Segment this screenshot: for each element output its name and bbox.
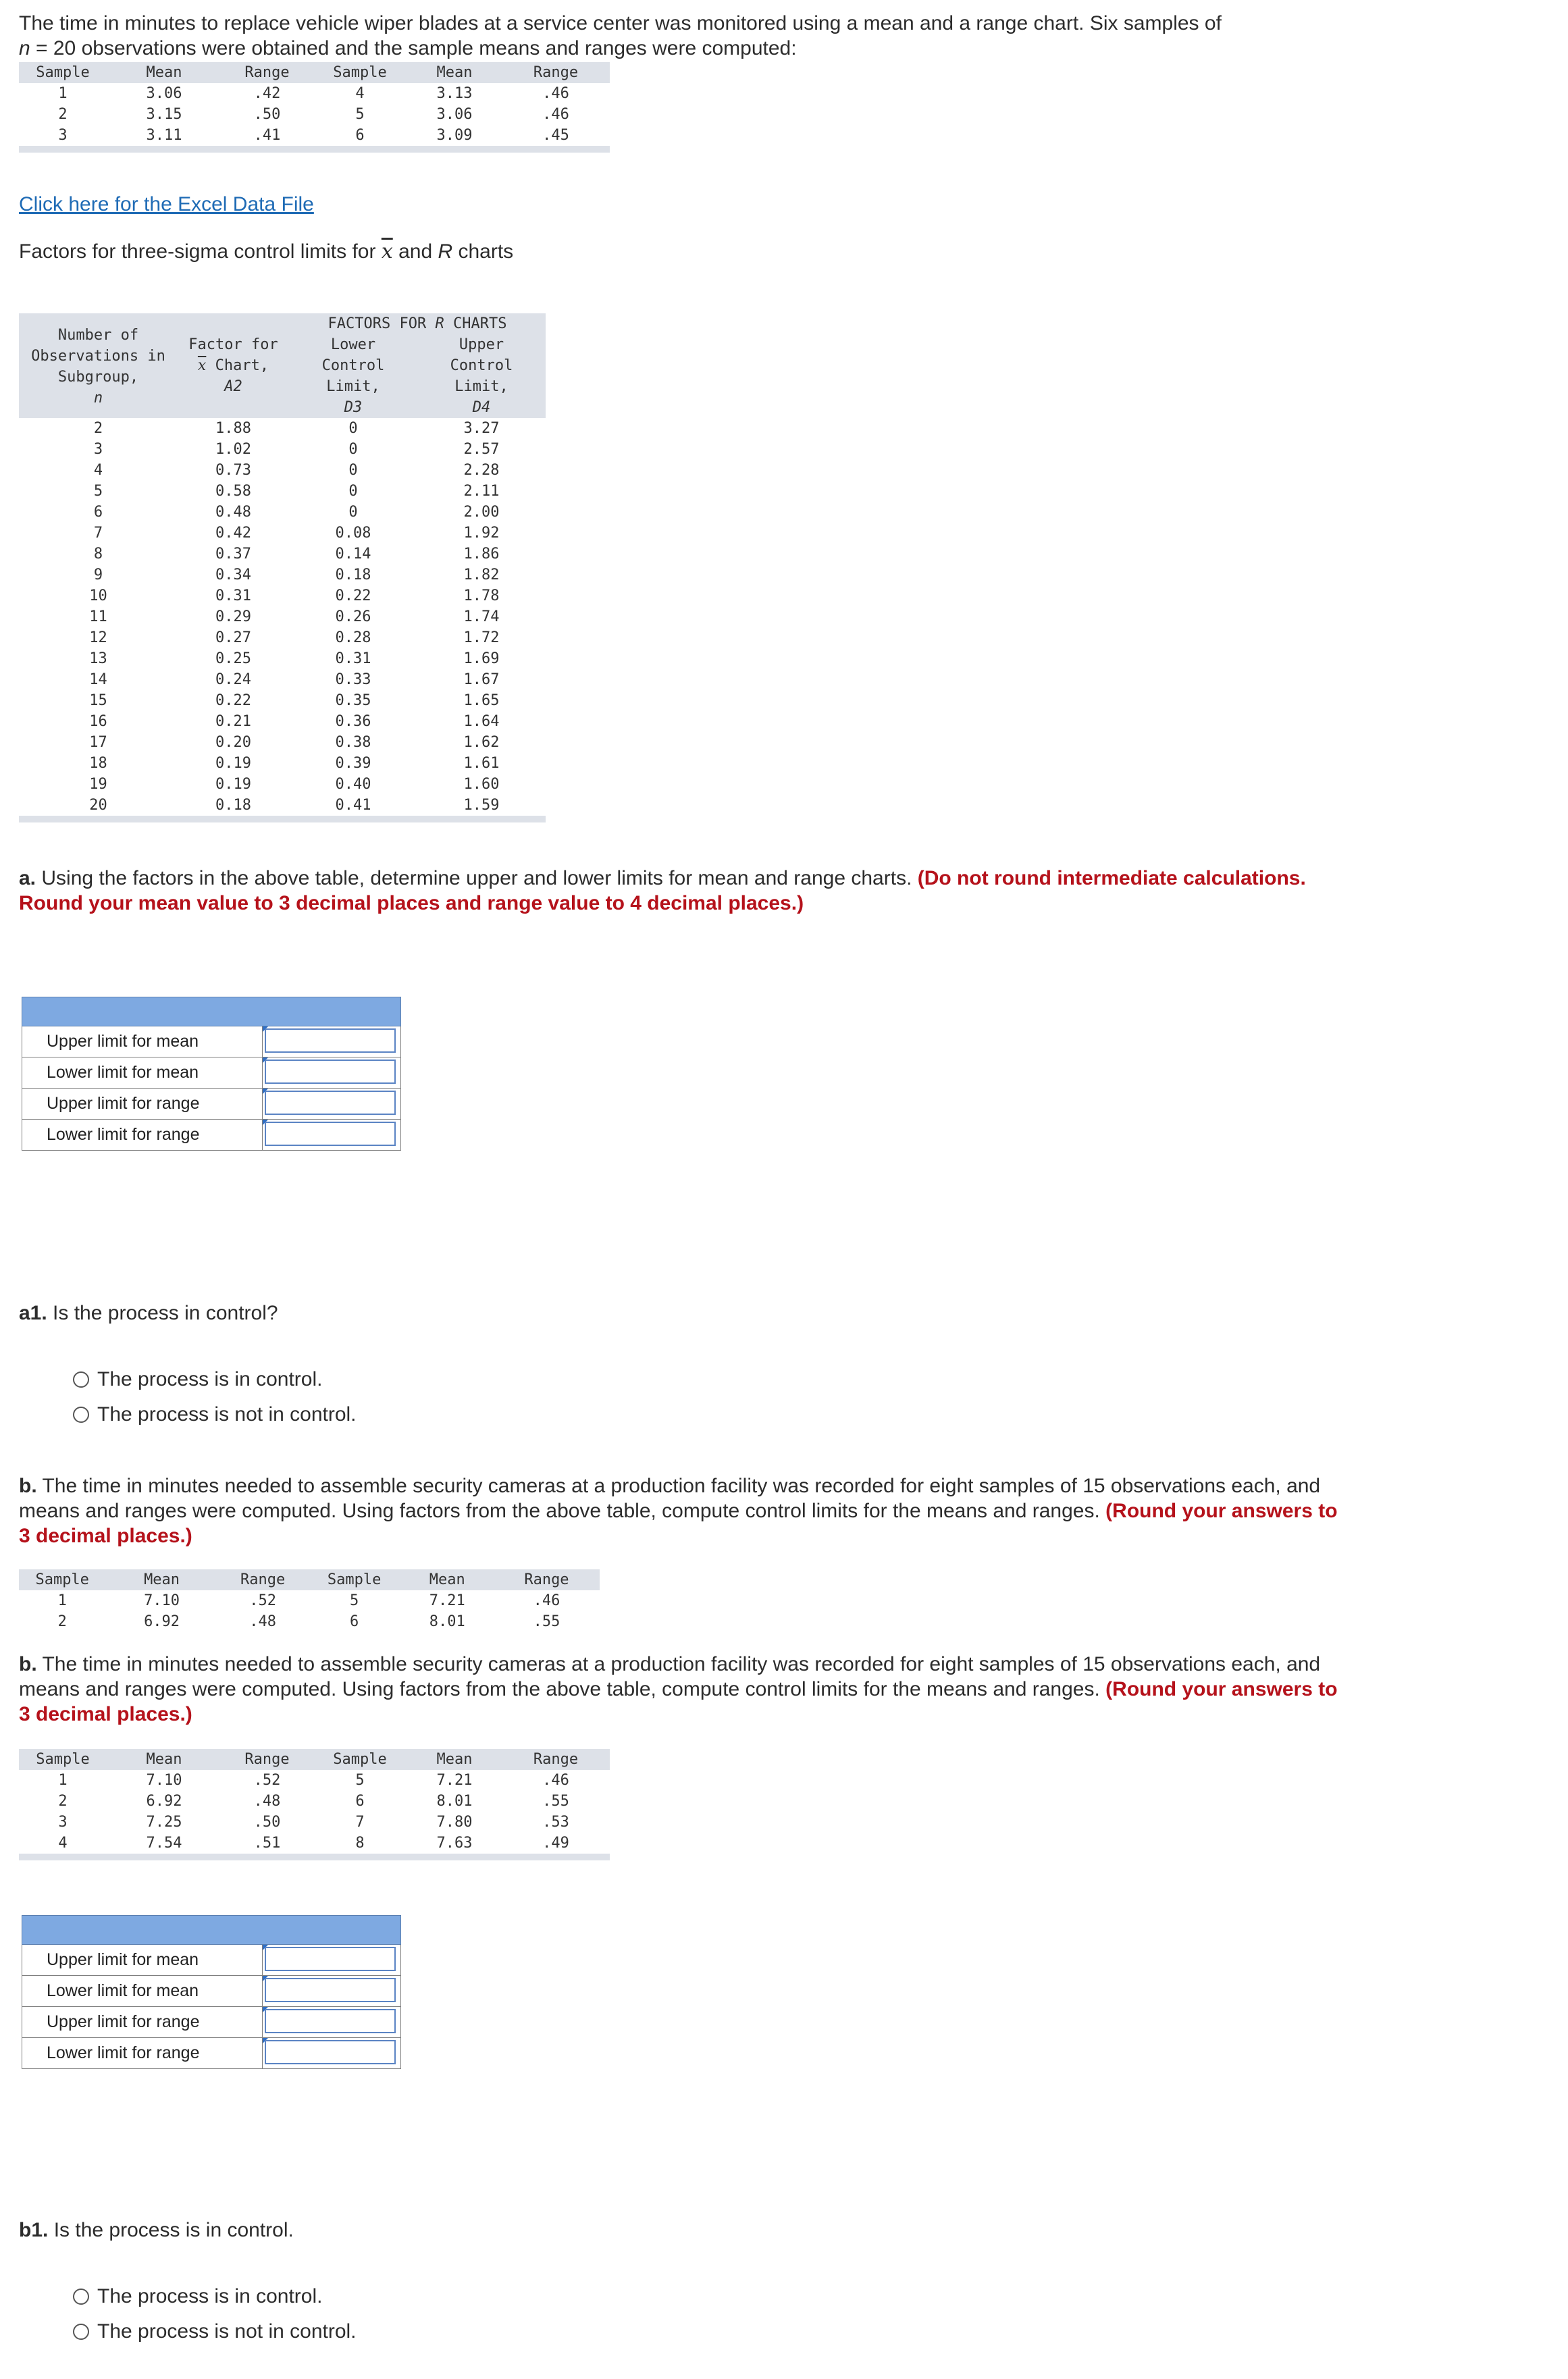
cell: 1	[58, 85, 68, 102]
part-a-text: Using the factors in the above table, determine upper and lower limits for mean and range charts.	[36, 867, 918, 889]
cell: 15	[89, 692, 107, 709]
answer-table-a	[22, 997, 401, 1151]
answer-row-lower-range	[22, 2038, 401, 2069]
part-b-text: The time in minutes needed to assemble security cameras at a production facility was recorded for eight samples of 15 observations each, and means and ranges were computed. Using factors from the above table, compute control limits for the means and ranges.	[19, 1475, 1321, 1522]
col-header: Sample	[19, 62, 107, 83]
table-row	[19, 125, 610, 146]
cell: 1.60	[463, 776, 500, 793]
table-row	[19, 565, 546, 585]
col-header-d3	[289, 334, 417, 418]
col-header: Sample	[19, 1569, 105, 1590]
cell: .45	[542, 127, 569, 144]
cell: 13	[89, 650, 107, 667]
cell: 0	[348, 462, 358, 479]
header-line: Control	[450, 357, 513, 374]
cell: .52	[253, 1772, 281, 1789]
cell: 1.02	[215, 441, 251, 458]
col-header-n	[19, 313, 178, 418]
col-header: Range	[221, 1749, 313, 1770]
a-upper-limit-mean-input[interactable]	[265, 1028, 396, 1053]
table-row	[19, 753, 546, 774]
option-label: The process is in control.	[97, 1368, 323, 1390]
table-row	[19, 648, 546, 669]
cell: 12	[89, 629, 107, 646]
part-b-instruction: (Round your answers to 3 decimal places.)	[19, 1678, 1338, 1725]
cell: .55	[533, 1613, 560, 1630]
col-header: Range	[221, 62, 313, 83]
col-header: Range	[502, 62, 610, 83]
part-a-question	[19, 866, 1342, 916]
cell: 10	[89, 587, 107, 604]
table-footer-bar	[19, 1854, 610, 1860]
cell: 2.28	[463, 462, 500, 479]
cell: 0.33	[335, 671, 371, 688]
cell: 0.39	[335, 755, 371, 772]
cell: 6	[93, 504, 103, 521]
cell: 20	[89, 797, 107, 814]
factors-group-header	[19, 313, 546, 334]
option-label: The process is not in control.	[97, 1403, 357, 1426]
r-symbol: R	[438, 240, 453, 263]
cell: 0.22	[335, 587, 371, 604]
part-a1-question	[19, 1301, 1342, 1326]
header-line: Control	[321, 357, 385, 374]
table-row	[19, 690, 546, 711]
answer-label: Lower limit for mean	[22, 1976, 263, 2006]
cell: 0.31	[335, 650, 371, 667]
cell: 3.06	[146, 85, 182, 102]
col-header-d4	[417, 334, 546, 418]
table-row	[19, 606, 546, 627]
answer-label: Lower limit for range	[22, 1120, 263, 1150]
cell: 0.22	[215, 692, 251, 709]
header-line: Observations in	[31, 347, 165, 365]
col-header: Mean	[107, 62, 221, 83]
cell: 6.92	[144, 1613, 180, 1630]
r-symbol: R	[435, 315, 444, 332]
cell: 14	[89, 671, 107, 688]
camera-samples-table	[19, 1749, 610, 1860]
cell: 0.31	[215, 587, 251, 604]
cell: 7.80	[436, 1814, 473, 1831]
cell: 1.92	[463, 525, 500, 542]
cell: 7.21	[429, 1592, 465, 1609]
cell: 5	[355, 106, 365, 123]
radio-circle[interactable]	[73, 1371, 89, 1388]
cell: 3	[58, 1814, 68, 1831]
cell: 0.48	[215, 504, 251, 521]
excel-data-link[interactable]: Click here for the Excel Data File	[19, 193, 314, 215]
cell: 3.06	[436, 106, 473, 123]
col-header: Mean	[401, 1569, 494, 1590]
cell: 3	[58, 127, 68, 144]
table-row	[19, 669, 546, 690]
answer-row-lower-range	[22, 1120, 401, 1151]
col-header-a2	[178, 313, 289, 418]
part-b-label: b.	[19, 1653, 37, 1675]
cell: .52	[249, 1592, 276, 1609]
header-line: A2	[224, 378, 242, 395]
header-line: Limit,	[326, 378, 380, 395]
col-header: Mean	[407, 62, 502, 83]
cell: 8	[355, 1835, 365, 1852]
answer-label: Lower limit for range	[22, 2038, 263, 2068]
cell: 7.63	[436, 1835, 473, 1852]
cell: 2	[58, 106, 68, 123]
cell: 1.72	[463, 629, 500, 646]
cell: 1.88	[215, 420, 251, 437]
cell: 0.34	[215, 567, 251, 583]
table-header-row	[19, 62, 610, 83]
table-row	[19, 711, 546, 732]
intro-n-variable: n	[19, 37, 30, 59]
table-row	[19, 1590, 600, 1611]
cell: 5	[93, 483, 103, 500]
header-line: Factor for	[188, 336, 278, 353]
cell: 0	[348, 420, 358, 437]
cell: 0.08	[335, 525, 371, 542]
answer-label: Upper limit for range	[22, 2007, 263, 2037]
cell: 7.54	[146, 1835, 182, 1852]
part-a1-text: Is the process in control?	[47, 1302, 278, 1324]
cell: .48	[253, 1793, 281, 1810]
col-header: Range	[218, 1569, 308, 1590]
answer-row-lower-mean	[22, 1976, 401, 2007]
header-line: D3	[344, 399, 363, 416]
cell: 7.25	[146, 1814, 182, 1831]
cell: 0.18	[215, 797, 251, 814]
table-row	[19, 732, 546, 753]
option-label: The process is in control.	[97, 2285, 323, 2307]
col-header: Sample	[308, 1569, 401, 1590]
cell: 1.62	[463, 734, 500, 751]
part-a-label: a.	[19, 867, 36, 889]
intro-text-2: = 20 observations were obtained and the sample means and ranges were computed:	[30, 37, 797, 59]
cell: 2	[93, 420, 103, 437]
table-row	[19, 1812, 610, 1833]
cell: 1.74	[463, 608, 500, 625]
cell: 2.11	[463, 483, 500, 500]
cell: .49	[542, 1835, 569, 1852]
intro-paragraph	[19, 11, 1342, 61]
cell: 0.18	[335, 567, 371, 583]
part-a1-label: a1.	[19, 1302, 47, 1324]
cell: 4	[93, 462, 103, 479]
table-row	[19, 1833, 610, 1854]
cell: 1.69	[463, 650, 500, 667]
control-limit-factors-table	[19, 313, 546, 822]
table-row	[19, 1770, 610, 1791]
answer-row-upper-mean	[22, 1945, 401, 1976]
col-header: Range	[494, 1569, 600, 1590]
table-row	[19, 104, 610, 125]
table-row	[19, 460, 546, 481]
cell: 4	[58, 1835, 68, 1852]
cell: 19	[89, 776, 107, 793]
cell: 17	[89, 734, 107, 751]
cell: .46	[542, 106, 569, 123]
cell: 1.67	[463, 671, 500, 688]
table-b-partial-clip	[19, 1569, 600, 1646]
col-header: Mean	[407, 1749, 502, 1770]
cell: 0.28	[335, 629, 371, 646]
table-row	[19, 585, 546, 606]
cell: .55	[542, 1793, 569, 1810]
part-b-instruction: (Round your answers to 3 decimal places.)	[19, 1500, 1338, 1547]
radio-circle[interactable]	[73, 1407, 89, 1423]
cell: .50	[253, 106, 281, 123]
b-lower-limit-mean-input[interactable]	[265, 1978, 396, 2002]
cell: 7	[355, 1814, 365, 1831]
header-line: D4	[472, 399, 491, 416]
answer-label: Upper limit for mean	[22, 1945, 263, 1975]
answer-label: Lower limit for mean	[22, 1057, 263, 1088]
cell: 0.41	[335, 797, 371, 814]
cell: 2	[57, 1613, 67, 1630]
cell: 0.27	[215, 629, 251, 646]
answer-row-upper-mean	[22, 1026, 401, 1057]
answer-table-header	[22, 1915, 401, 1945]
answer-table-b	[22, 1915, 401, 2069]
table-row	[19, 1791, 610, 1812]
cell: 7.10	[146, 1772, 182, 1789]
table-row	[19, 418, 546, 439]
cell: 0	[348, 504, 358, 521]
header-line: Limit,	[454, 378, 508, 395]
part-b1-question	[19, 2218, 1342, 2243]
cell: 0.37	[215, 546, 251, 563]
answer-table-header	[22, 997, 401, 1026]
caption-text: and	[392, 240, 438, 263]
cell: 0.25	[215, 650, 251, 667]
cell: 6	[355, 1793, 365, 1810]
cell: 18	[89, 755, 107, 772]
cell: 0.24	[215, 671, 251, 688]
cell: 6.92	[146, 1793, 182, 1810]
header-line: Number of	[57, 326, 139, 344]
a-lower-limit-range-input[interactable]	[265, 1122, 396, 1146]
factors-caption	[19, 239, 1342, 264]
cell: 4	[355, 85, 365, 102]
cell: 16	[89, 713, 107, 730]
table-row	[19, 795, 546, 816]
intro-text-1: The time in minutes to replace vehicle wiper blades at a service center was monitored using a mean and a range chart. Six samples of	[19, 12, 1222, 34]
table-row	[19, 774, 546, 795]
cell: 11	[89, 608, 107, 625]
a1-option-not-in-control[interactable]	[73, 1402, 357, 1428]
cell: 5	[349, 1592, 359, 1609]
cell: 1.78	[463, 587, 500, 604]
cell: 5	[355, 1772, 365, 1789]
answer-row-lower-mean	[22, 1057, 401, 1089]
cell: 0.73	[215, 462, 251, 479]
xbar-symbol: $\overline{x}$	[381, 240, 393, 263]
table-header-row	[19, 1569, 600, 1590]
cell: 2.00	[463, 504, 500, 521]
cell: 0.42	[215, 525, 251, 542]
table-row	[19, 1611, 600, 1632]
cell: 8.01	[429, 1613, 465, 1630]
cell: .46	[542, 1772, 569, 1789]
cell: 1.82	[463, 567, 500, 583]
answer-label: Upper limit for range	[22, 1089, 263, 1119]
cell: 3.09	[436, 127, 473, 144]
answer-label: Upper limit for mean	[22, 1026, 263, 1057]
a-upper-limit-range-input[interactable]	[265, 1091, 396, 1115]
b-upper-limit-mean-input[interactable]	[265, 1947, 396, 1971]
b-lower-limit-range-input[interactable]	[265, 2040, 396, 2064]
cell: 0.19	[215, 755, 251, 772]
cell: 2.57	[463, 441, 500, 458]
cell: .48	[249, 1613, 276, 1630]
cell: .46	[542, 85, 569, 102]
part-b-text: The time in minutes needed to assemble security cameras at a production facility was recorded for eight samples of 15 observations each, and means and ranges were computed. Using factors from the above table, compute control limits for the means and ranges.	[19, 1653, 1321, 1700]
factors-for-r-charts-header	[289, 313, 546, 334]
cell: 2	[58, 1793, 68, 1810]
cell: .42	[253, 85, 281, 102]
cell: 0	[348, 483, 358, 500]
header-text: CHARTS	[444, 315, 507, 332]
cell: 1	[57, 1592, 67, 1609]
cell: 1	[58, 1772, 68, 1789]
cell: 8.01	[436, 1793, 473, 1810]
a-lower-limit-mean-input[interactable]	[265, 1060, 396, 1084]
table-row	[19, 523, 546, 544]
cell: 0.29	[215, 608, 251, 625]
header-line: n	[93, 389, 103, 407]
cell: 6	[355, 127, 365, 144]
cell: 7	[93, 525, 103, 542]
table-row	[19, 439, 546, 460]
cell: 1.86	[463, 546, 500, 563]
cell: 8	[93, 546, 103, 563]
camera-samples-table-partial	[19, 1569, 600, 1632]
xbar-symbol: $\overline{x}$	[197, 357, 207, 374]
cell: .46	[533, 1592, 560, 1609]
table-footer-bar	[19, 146, 610, 153]
cell: 3.15	[146, 106, 182, 123]
table-row	[19, 83, 610, 104]
part-a-instruction: (Do not round intermediate calculations. Round your mean value to 3 decimal places and range value to 4 decimal places.)	[19, 867, 1306, 914]
cell: 0.26	[335, 608, 371, 625]
table-row	[19, 481, 546, 502]
cell: 0.36	[335, 713, 371, 730]
header-line: Subgroup,	[57, 368, 139, 386]
part-b1-label: b1.	[19, 2219, 49, 2241]
cell: 0	[348, 441, 358, 458]
cell: 7.21	[436, 1772, 473, 1789]
part-b-question	[19, 1652, 1342, 1727]
header-line: Lower	[330, 336, 376, 353]
cell: 0.21	[215, 713, 251, 730]
option-label: The process is not in control.	[97, 2320, 357, 2343]
cell: 9	[93, 567, 103, 583]
header-line: Chart,	[206, 357, 269, 374]
answer-row-upper-range	[22, 2007, 401, 2038]
header-line: Upper	[459, 336, 504, 353]
col-header: Sample	[19, 1749, 107, 1770]
wiper-samples-table	[19, 62, 610, 153]
cell: 3.13	[436, 85, 473, 102]
cell: 3.11	[146, 127, 182, 144]
part-b1-text: Is the process is in control.	[48, 2219, 294, 2241]
cell: 0.35	[335, 692, 371, 709]
cell: .51	[253, 1835, 281, 1852]
a1-option-in-control[interactable]	[73, 1367, 322, 1392]
table-row	[19, 502, 546, 523]
radio-circle[interactable]	[73, 2289, 89, 2305]
cell: 0.38	[335, 734, 371, 751]
cell: 1.64	[463, 713, 500, 730]
factors-table-body	[19, 418, 546, 822]
part-b-question-first	[19, 1473, 1342, 1548]
col-header: Sample	[313, 62, 407, 83]
cell: .50	[253, 1814, 281, 1831]
cell: .53	[542, 1814, 569, 1831]
caption-text: charts	[452, 240, 514, 263]
b1-option-not-in-control[interactable]	[73, 2319, 357, 2345]
cell: 7.10	[144, 1592, 180, 1609]
col-header: Mean	[105, 1569, 217, 1590]
cell: 0.14	[335, 546, 371, 563]
b1-option-in-control[interactable]	[73, 2284, 322, 2309]
caption-text: Factors for three-sigma control limits for	[19, 240, 382, 263]
table-footer-bar	[19, 816, 546, 822]
answer-row-upper-range	[22, 1089, 401, 1120]
cell: 0.20	[215, 734, 251, 751]
cell: .41	[253, 127, 281, 144]
cell: 3.27	[463, 420, 500, 437]
table-row	[19, 544, 546, 565]
cell: 3	[93, 441, 103, 458]
table-row	[19, 627, 546, 648]
table-header-row	[19, 1749, 610, 1770]
col-header: Range	[502, 1749, 610, 1770]
cell: 0.19	[215, 776, 251, 793]
part-b-label: b.	[19, 1475, 37, 1497]
col-header: Mean	[107, 1749, 221, 1770]
cell: 1.61	[463, 755, 500, 772]
cell: 1.59	[463, 797, 500, 814]
cell: 0.58	[215, 483, 251, 500]
excel-link-line	[19, 192, 1342, 217]
b-upper-limit-range-input[interactable]	[265, 2009, 396, 2033]
cell: 6	[349, 1613, 359, 1630]
cell: 0.40	[335, 776, 371, 793]
header-text: FACTORS FOR	[328, 315, 436, 332]
radio-circle[interactable]	[73, 2324, 89, 2340]
col-header: Sample	[313, 1749, 407, 1770]
cell: 1.65	[463, 692, 500, 709]
